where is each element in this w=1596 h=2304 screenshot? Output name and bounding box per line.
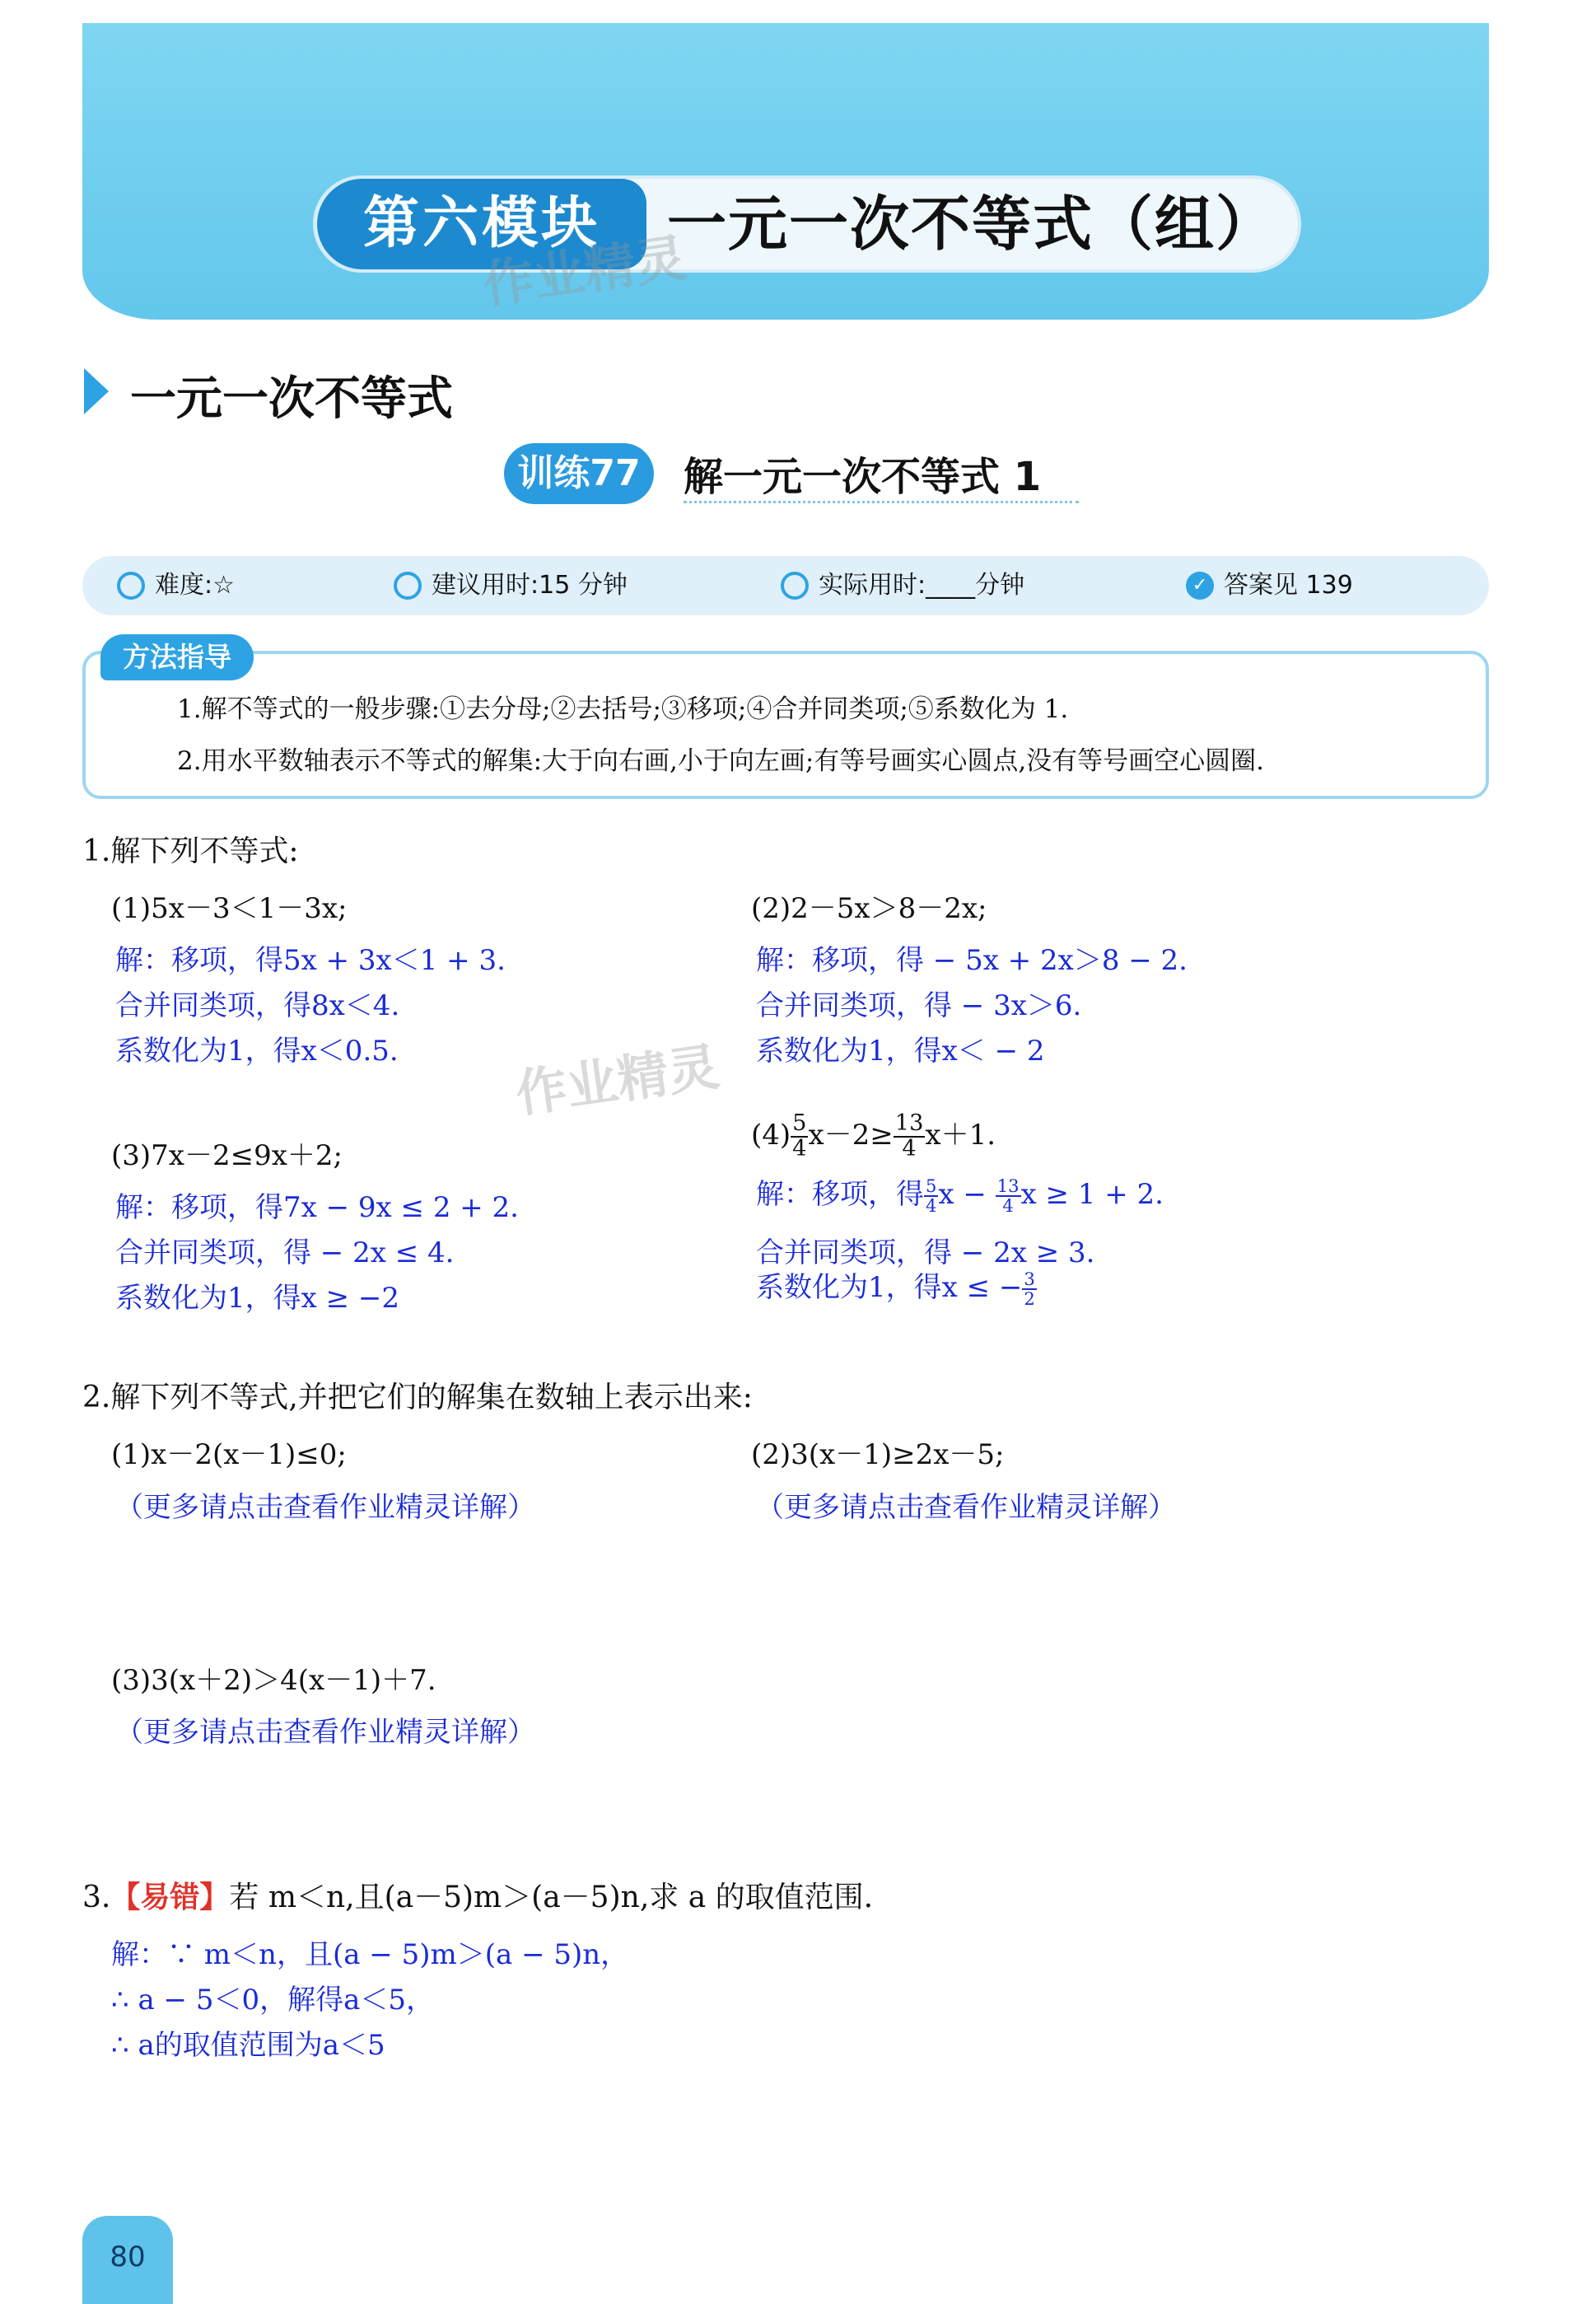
answer-fraction-2 (996, 1177, 1021, 1215)
answer-text: 系数化为1，得x ≤ − (756, 1271, 1023, 1304)
answer-text: x ≥ 1 + 2. (1020, 1178, 1164, 1211)
answer-ref-text: 答案见 139 (1224, 571, 1353, 600)
fraction-denominator: 4 (926, 1195, 937, 1216)
timer-icon (781, 572, 809, 600)
q1-p1-answer-3: 系数化为1，得x＜0.5. (115, 1035, 399, 1068)
q3-tag: 【易错】 (110, 1881, 230, 1914)
q1-p1-answer-1: 解：移项，得5x + 3x＜1 + 3. (115, 944, 506, 977)
q1-p3-answer-1: 解：移项，得7x − 9x ≤ 2 + 2. (115, 1191, 519, 1224)
q2-p3-problem: (3)3(x＋2)＞4(x－1)＋7. (111, 1664, 436, 1697)
answer-fraction-1 (924, 1177, 938, 1215)
q3-number: 3. (82, 1881, 111, 1914)
answer-text: x − (938, 1178, 996, 1211)
method-line-2: 2.用水平数轴表示不等式的解集:大于向右画,小于向左画;有等号画实心圆点,没有等号画空心圆圈. (177, 746, 1265, 776)
suggested-time-text: 建议用时:15 分钟 (432, 571, 628, 600)
q1-p2-answer-2: 合并同类项，得 − 3x＞6. (756, 989, 1082, 1022)
fraction-numerator: 5 (792, 1110, 807, 1137)
watermark: 作业精灵 (511, 1036, 723, 1124)
q2-title: 2.解下列不等式,并把它们的解集在数轴上表示出来: (82, 1381, 753, 1414)
suggested-time-item (394, 556, 628, 615)
module-badge: 第六模块 (317, 179, 646, 269)
module-title: 一元一次不等式（组） (667, 189, 1277, 259)
q1-title: 1.解下列不等式: (82, 834, 299, 868)
actual-time-text: 实际用时:____分钟 (819, 571, 1025, 600)
fraction-denominator: 4 (792, 1136, 807, 1161)
info-bar (82, 556, 1489, 615)
check-icon: ✓ (1186, 572, 1214, 600)
fraction-denominator: 4 (902, 1136, 917, 1161)
q3-title: 若 m＜n,且(a－5)m＞(a－5)n,求 a 的取值范围. (229, 1881, 874, 1914)
page-number: 80 (82, 2216, 173, 2304)
q2-p1-problem: (1)x－2(x－1)≤0; (111, 1438, 347, 1471)
q3-heading (82, 1874, 873, 1916)
q1-p1-answer-2: 合并同类项，得8x＜4. (115, 989, 400, 1022)
q1-p4-fraction-1 (791, 1112, 808, 1161)
q1-p4-fraction-2 (894, 1112, 926, 1161)
q2-p1-detail-link[interactable]: （更多请点击查看作业精灵详解） (115, 1491, 535, 1524)
answer-ref-item (1186, 556, 1353, 615)
watermark: 作业精灵 (478, 227, 690, 315)
training-badge: 训练77 (504, 443, 654, 504)
answer-text: 解：移项，得 (756, 1178, 924, 1211)
difficulty-item (117, 556, 235, 615)
q1-p4-mid: x－2≥ (808, 1119, 894, 1152)
fraction-denominator: 2 (1024, 1288, 1035, 1309)
header-banner (82, 23, 1489, 320)
q1-p2-problem: (2)2－5x＞8－2x; (751, 892, 987, 925)
wifi-icon (117, 572, 145, 600)
fraction-numerator: 13 (996, 1175, 1020, 1196)
training-title-underline (684, 501, 1079, 503)
q3-answer-3: ∴ a的取值范围为a＜5 (111, 2029, 385, 2062)
q2-p2-problem: (2)3(x－1)≥2x－5; (751, 1438, 1005, 1471)
q2-p3-detail-link[interactable]: （更多请点击查看作业精灵详解） (115, 1716, 535, 1749)
q1-p4-suffix: x＋1. (925, 1119, 996, 1152)
q1-p3-answer-3: 系数化为1，得x ≥ −2 (115, 1282, 400, 1315)
q1-p4-answer-2: 合并同类项，得 − 2x ≥ 3. (756, 1236, 1095, 1269)
clock-icon (394, 572, 422, 600)
answer-fraction-3 (1022, 1270, 1036, 1308)
section-title: 一元一次不等式 (130, 372, 453, 426)
fraction-numerator: 13 (894, 1110, 924, 1137)
fraction-numerator: 3 (1024, 1268, 1035, 1289)
q1-p4-problem (751, 1112, 996, 1161)
method-line-1: 1.解不等式的一般步骤:①去分母;②去括号;③移项;④合并同类项;⑤系数化为 1. (177, 694, 1069, 724)
q1-p2-answer-1: 解：移项，得 − 5x + 2x＞8 − 2. (756, 944, 1188, 977)
q1-p3-answer-2: 合并同类项，得 − 2x ≤ 4. (115, 1236, 455, 1269)
difficulty-text: 难度:☆ (155, 571, 236, 600)
q1-p2-answer-3: 系数化为1，得x＜ − 2 (756, 1035, 1045, 1068)
q1-p1-problem: (1)5x－3＜1－3x; (111, 892, 348, 925)
training-title: 解一元一次不等式 1 (684, 454, 1042, 500)
actual-time-item (781, 556, 1024, 615)
q1-p4-prefix: (4) (751, 1119, 791, 1152)
q1-p4-answer-3 (756, 1264, 1037, 1308)
q3-answer-2: ∴ a − 5＜0，解得a＜5， (111, 1984, 434, 2017)
q2-p2-detail-link[interactable]: （更多请点击查看作业精灵详解） (756, 1491, 1176, 1524)
q1-p4-answer-1 (756, 1171, 1164, 1215)
fraction-numerator: 5 (926, 1175, 937, 1196)
method-label: 方法指导 (100, 634, 254, 680)
q3-answer-1: 解：∵ m＜n，且(a − 5)m＞(a − 5)n， (111, 1938, 629, 1971)
fraction-denominator: 4 (1002, 1195, 1014, 1216)
q1-p3-problem: (3)7x－2≤9x＋2; (111, 1139, 343, 1172)
section-arrow-icon (84, 368, 109, 414)
method-box (82, 651, 1489, 799)
